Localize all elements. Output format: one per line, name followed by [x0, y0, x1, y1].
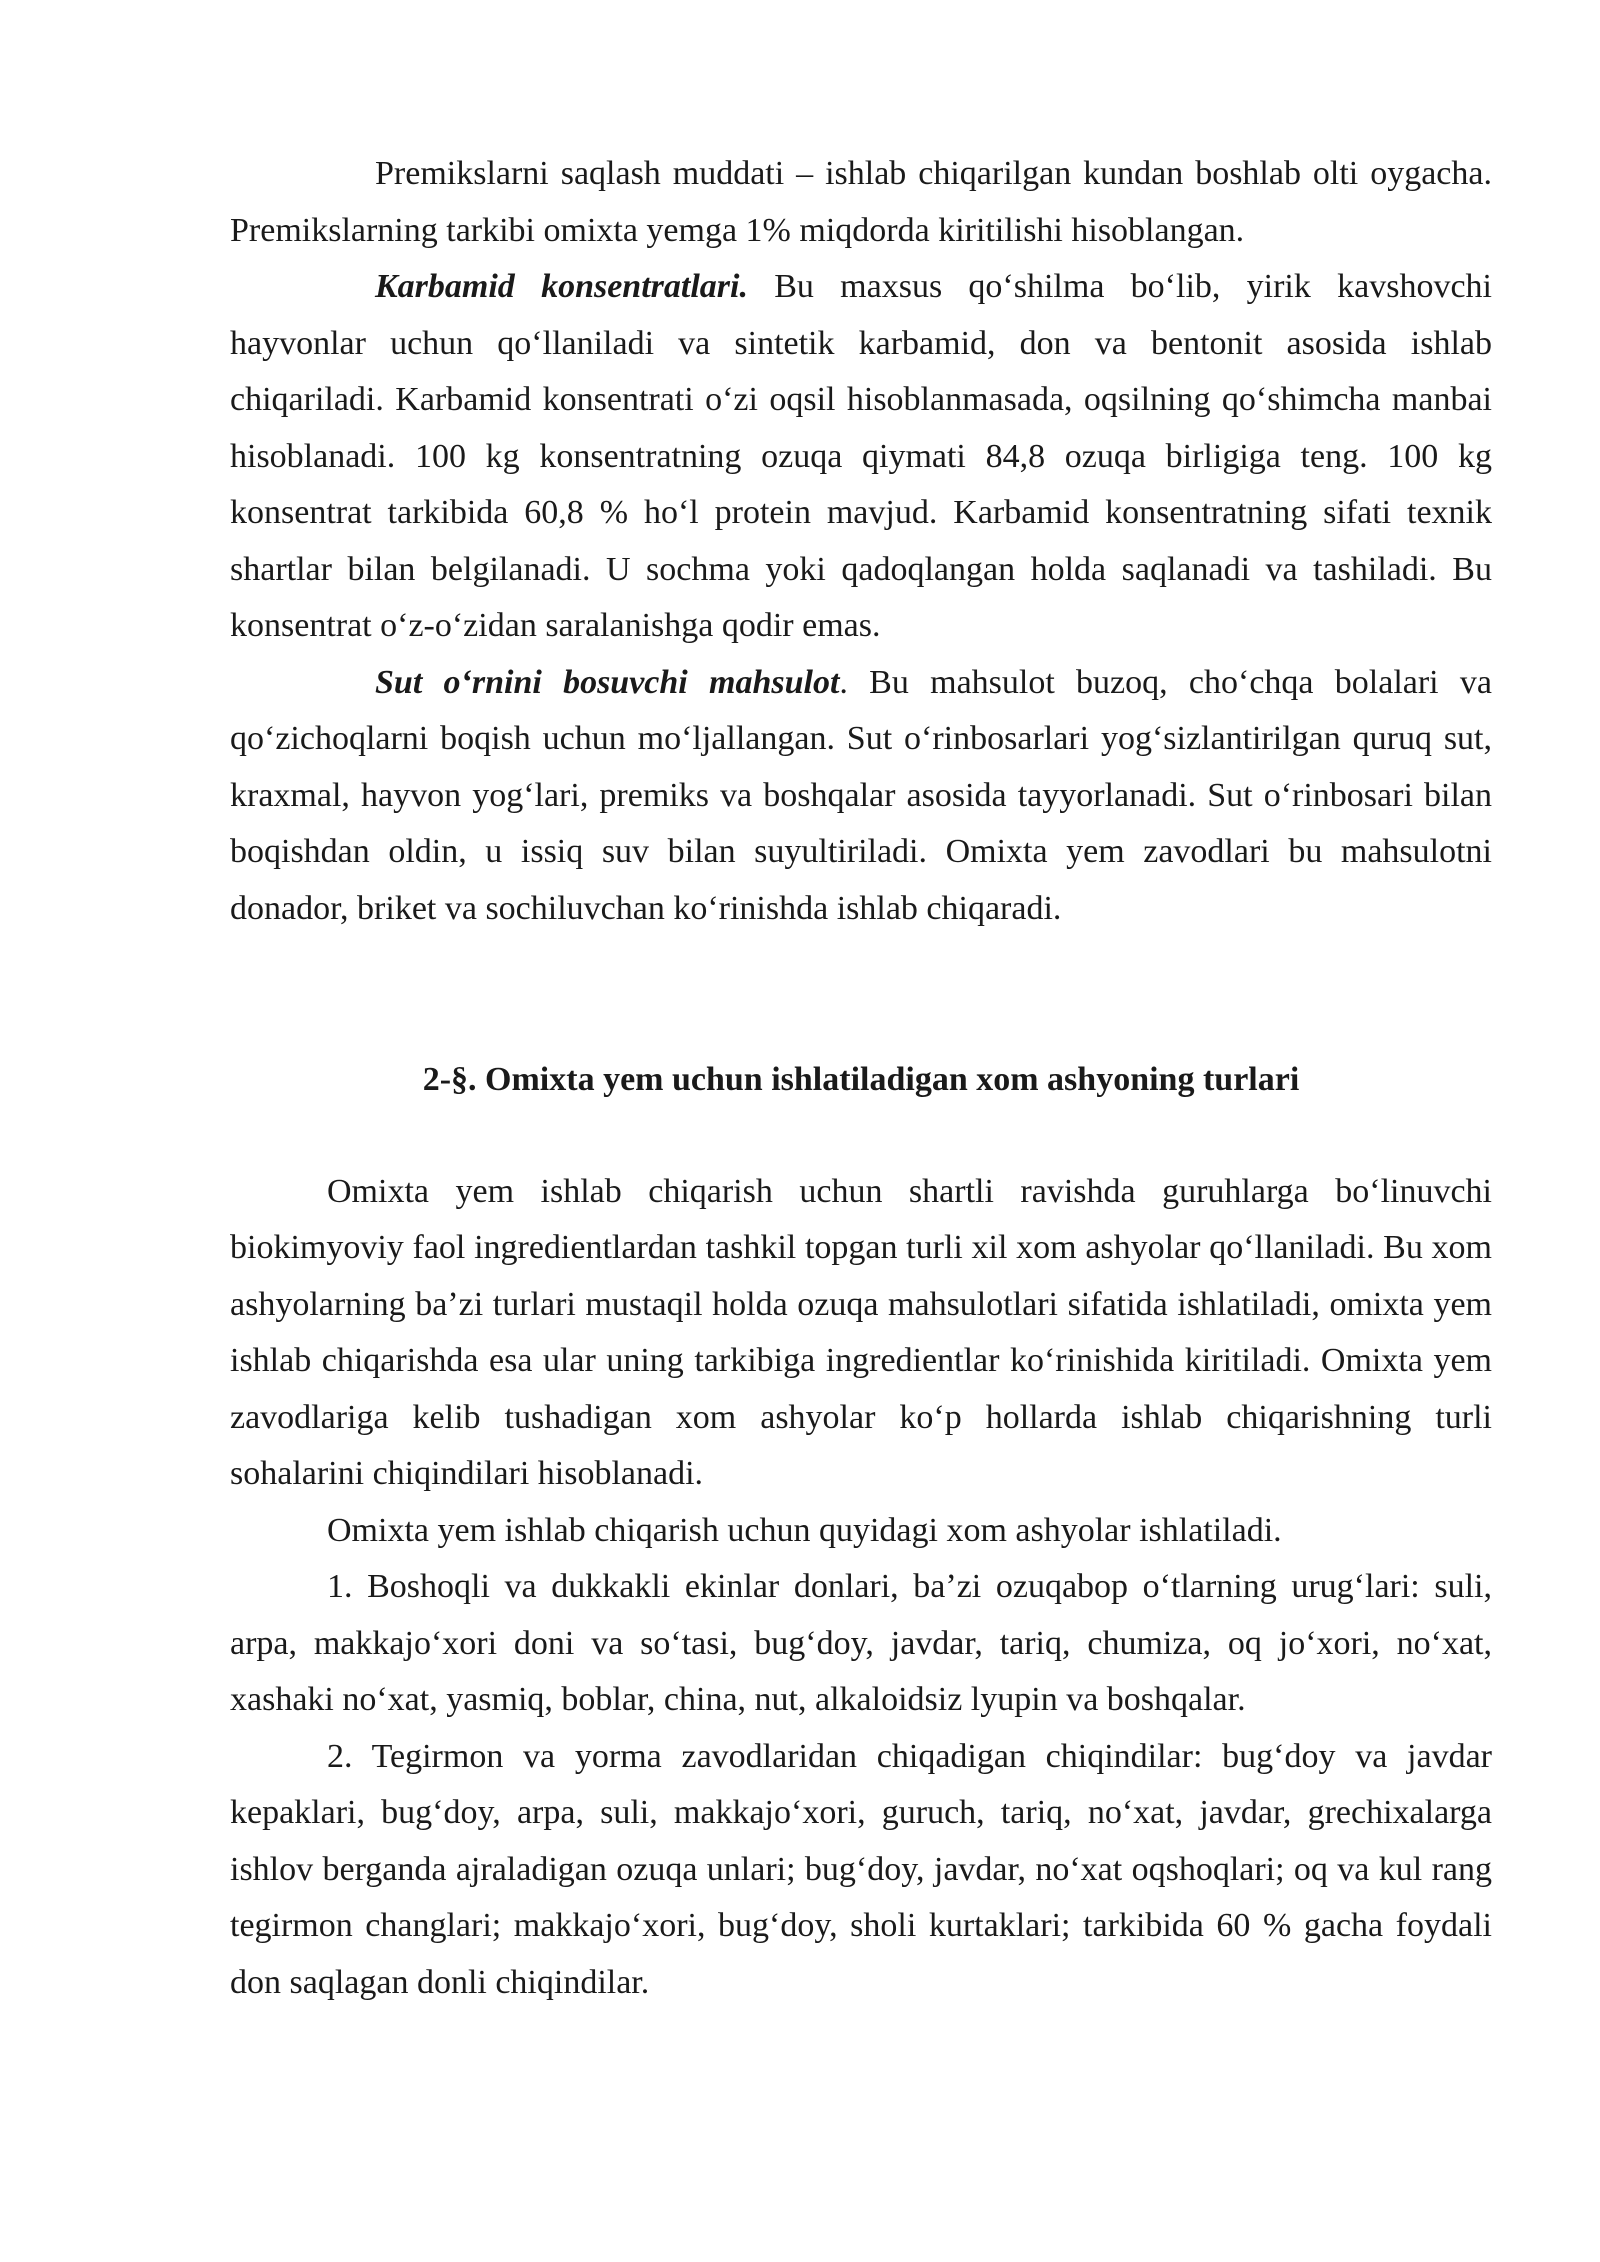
paragraph-list-intro: Omixta yem ishlab chiqarish uchun quyidagi xom ashyolar ishlatiladi.	[327, 1511, 1282, 1549]
term-urea-concentrates: Karbamid konsentratlari.	[375, 268, 748, 305]
paragraph-urea-concentrates	[230, 259, 1492, 655]
paragraph-urea-body: Bu maxsus qoʻshilma boʻlib, yirik kavshovchi hayvonlar uchun qoʻllaniladi va sintetik karbamid, don va bentonit asosida ishlab chiqariladi. Karbamid konsentrati oʻzi oqsil hisoblanmasada, oqsilning qoʻshimcha manbai hisoblanadi. 100 kg konsentratning ozuqa qiymati 84,8 ozuqa birligiga teng. 100 kg konsentrat tarkibida 60,8 % hoʻl protein mavjud. Karbamid konsentratning sifati texnik shartlar bilan belgilanadi. U sochma yoki qadoqlangan holda saqlanadi va tashiladi. Bu konsentrat oʻz-oʻzidan saralanishga qodir emas.	[230, 268, 1492, 644]
list-item: 2. Tegirmon va yorma zavodlaridan chiqadigan chiqindilar: bugʻdoy va javdar kepaklari, bugʻdoy, arpa, suli, makkajoʻxori, guruch, tariq, noʻxat, javdar, grechixalarga ishlov berganda ajraladigan ozuqa unlari; bugʻdoy, javdar, noʻxat oqshoqlari; oq va kul rang tegirmon changlari; makkajoʻxori, bugʻdoy, sholi kurtaklari; tarkibida 60 % gacha foydali don saqlagan donli chiqindilar.	[230, 1737, 1492, 2001]
document-page	[230, 146, 1492, 2011]
paragraph-milk-body: . Bu mahsulot buzoq, choʻchqa bolalari va qoʻzichoqlarni boqish uchun moʻljallangan. Sut oʻrinbosarlari yogʻsizlantirilgan quruq sut, kraxmal, hayvon yogʻlari, premiks va boshqalar asosida tayyorlanadi. Sut oʻrinbosari bilan boqishdan oldin, u issiq suv bilan suyultiriladi. Omixta yem zavodlari bu mahsulotni donador, briket va sochiluvchan koʻrinishda ishlab chiqaradi.	[230, 663, 1492, 927]
section-heading: 2-§. Omixta yem uchun ishlatiladigan xom ashyoning turlari	[422, 1061, 1300, 1098]
paragraph-milk-replacer	[230, 655, 1492, 938]
paragraph-raw-materials: Omixta yem ishlab chiqarish uchun shartli ravishda guruhlarga boʻlinuvchi biokimyoviy faol ingredientlardan tashkil topgan turli xil xom ashyolar qoʻllaniladi. Bu xom ashyolarning baʼzi turlari mustaqil holda ozuqa mahsulotlari sifatida ishlatiladi, omixta yem ishlab chiqarishda esa ular uning tarkibiga ingredientlar koʻrinishida kiritiladi. Omixta yem zavodlariga kelib tushadigan xom ashyolar koʻp hollarda ishlab chiqarishning turli sohalarini chiqindilari hisoblanadi.	[230, 1172, 1492, 1492]
list-item: 1. Boshoqli va dukkakli ekinlar donlari, baʼzi ozuqabop oʻtlarning urugʻlari: suli, arpa, makkajoʻxori doni va soʻtasi, bugʻdoy, javdar, tariq, chumiza, oq joʻxori, noʻxat, xashaki noʻxat, yasmiq, boblar, china, nut, alkaloidsiz lyupin va boshqalar.	[230, 1568, 1492, 1718]
term-milk-replacer: Sut oʻrnini bosuvchi mahsulot	[375, 663, 840, 701]
paragraph-premix-storage: Premikslarni saqlash muddati – ishlab chiqarilgan kundan boshlab olti oygacha. Premikslarning tarkibi omixta yemga 1% miqdorda kiritilishi hisoblangan.	[230, 155, 1492, 249]
